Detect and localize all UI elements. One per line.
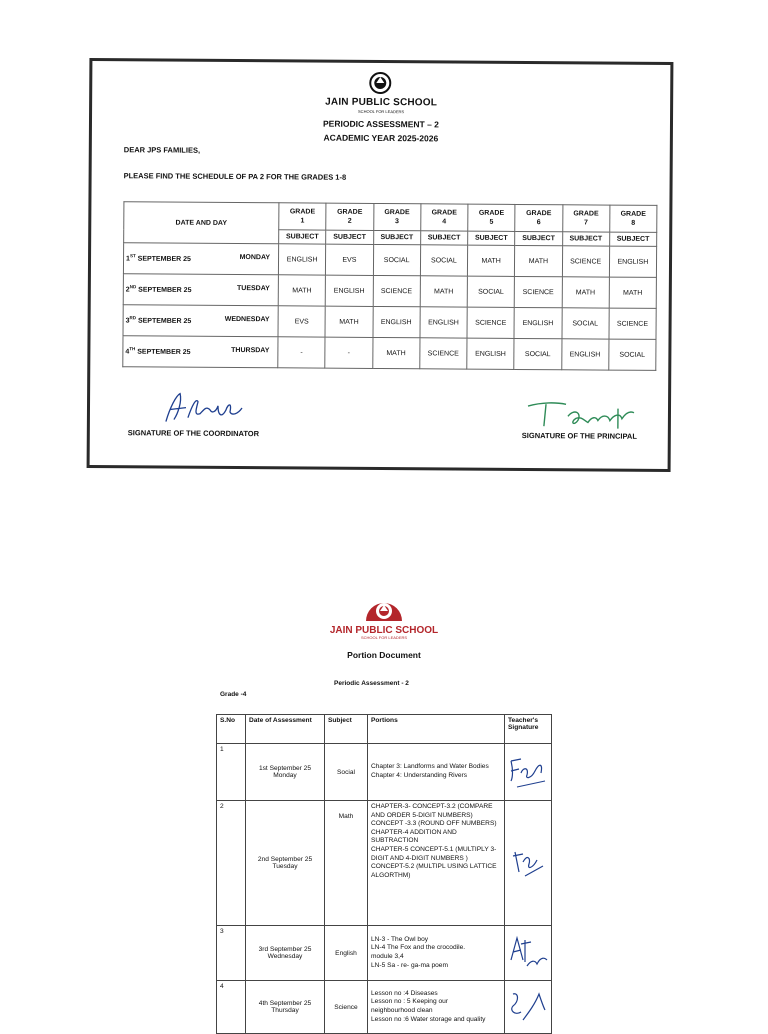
teacher-signature-cell bbox=[505, 981, 552, 1034]
teacher-signature-cell bbox=[505, 801, 552, 926]
portions-header: Portions bbox=[368, 715, 505, 744]
subject-header: SUBJECT bbox=[468, 231, 515, 245]
subject-header: SUBJECT bbox=[279, 230, 326, 244]
date-cell: 1ST SEPTEMBER 25 MONDAY bbox=[123, 243, 278, 275]
portion-table bbox=[216, 714, 552, 1034]
subject-cell: ENGLISH bbox=[278, 244, 325, 275]
subject-header: SUBJECT bbox=[562, 232, 609, 246]
subject-cell: Social bbox=[325, 744, 368, 801]
table-row bbox=[123, 274, 656, 309]
school-logo-icon bbox=[362, 593, 406, 623]
school-tagline: SCHOOL FOR LEADERS bbox=[360, 635, 408, 640]
teacher-signature-icon bbox=[505, 832, 551, 892]
grade-label: Grade -4 bbox=[220, 691, 247, 698]
subject-header: SUBJECT bbox=[420, 231, 467, 245]
subject-cell: ENGLISH bbox=[325, 275, 372, 306]
date-cell: 2nd September 25 Tuesday bbox=[246, 801, 325, 926]
subject-cell: SCIENCE bbox=[373, 275, 420, 306]
subject-header: SUBJECT bbox=[326, 230, 373, 244]
subject-cell: MATH bbox=[562, 277, 609, 308]
sno-cell: 2 bbox=[217, 801, 246, 926]
portions-cell: Chapter 3: Landforms and Water Bodies Chapter 4: Understanding Rivers bbox=[368, 744, 505, 801]
date-header: Date of Assessment bbox=[246, 715, 325, 744]
schedule-sheet bbox=[87, 58, 674, 472]
subject-cell: Science bbox=[325, 981, 368, 1034]
academic-year: ACADEMIC YEAR 2025-2026 bbox=[323, 132, 439, 144]
table-row bbox=[123, 305, 656, 340]
school-name: JAIN PUBLIC SCHOOL bbox=[325, 96, 438, 109]
subject-cell: SOCIAL bbox=[420, 245, 467, 276]
table-row bbox=[217, 744, 552, 801]
subject-cell: SCIENCE bbox=[609, 308, 656, 339]
subject-header: SUBJECT bbox=[373, 230, 420, 244]
subject-cell: SCIENCE bbox=[562, 246, 609, 277]
coordinator-signature-label: SIGNATURE OF THE COORDINATOR bbox=[127, 428, 260, 439]
header-row bbox=[217, 715, 552, 744]
teacher-signature-cell bbox=[505, 744, 552, 801]
teacher-signature-cell bbox=[505, 926, 552, 981]
subject-cell: ENGLISH bbox=[467, 338, 514, 369]
subject-header: SUBJECT bbox=[609, 232, 656, 246]
schedule-table bbox=[122, 201, 657, 371]
principal-signature-icon bbox=[522, 398, 642, 431]
subject-cell: ENGLISH bbox=[514, 307, 561, 338]
date-cell: 3RD SEPTEMBER 25 WEDNESDAY bbox=[123, 305, 278, 337]
date-cell: 2ND SEPTEMBER 25 TUESDAY bbox=[123, 274, 278, 306]
assessment-heading: PERIODIC ASSESSMENT – 2 bbox=[322, 118, 439, 130]
subject-cell: MATH bbox=[325, 306, 372, 337]
subject-cell: - bbox=[325, 337, 372, 368]
teacher-signature-icon bbox=[505, 984, 551, 1028]
school-logo-icon bbox=[366, 71, 394, 95]
date-cell: 1st September 25 Monday bbox=[246, 744, 325, 801]
sno-header: S.No bbox=[217, 715, 246, 744]
grade-header-row bbox=[124, 202, 657, 233]
portions-cell: Lesson no :4 Diseases Lesson no : 5 Keeping our neighbourhood clean Lesson no :6 Water storage and quality bbox=[368, 981, 505, 1034]
document-title: Portion Document bbox=[347, 650, 421, 660]
subject-cell: SOCIAL bbox=[609, 339, 656, 370]
subject-cell: ENGLISH bbox=[561, 339, 608, 370]
grade-header: GRADE 6 bbox=[515, 204, 562, 231]
coordinator-signature-icon bbox=[160, 387, 250, 428]
greeting: DEAR JPS FAMILIES, bbox=[123, 145, 201, 155]
subject-cell: MATH bbox=[515, 245, 562, 276]
teacher-signature-icon bbox=[505, 749, 551, 793]
subject-cell: SOCIAL bbox=[373, 244, 420, 275]
portions-cell: LN-3 - The Owl boy LN-4 The Fox and the crocodile. module 3,4 LN-5 Sa - re- ga-ma poem bbox=[368, 926, 505, 981]
subject-cell: - bbox=[278, 337, 325, 368]
subject-header: SUBJECT bbox=[515, 231, 562, 245]
teacher-signature-icon bbox=[505, 930, 551, 974]
subject-cell: MATH bbox=[467, 245, 514, 276]
subject-cell: English bbox=[325, 926, 368, 981]
subject-header: Subject bbox=[325, 715, 368, 744]
subject-cell: MATH bbox=[609, 277, 656, 308]
table-row bbox=[217, 981, 552, 1034]
principal-signature-label: SIGNATURE OF THE PRINCIPAL bbox=[521, 430, 637, 441]
grade-header: GRADE 3 bbox=[373, 203, 420, 230]
grade-header: GRADE 8 bbox=[609, 205, 656, 232]
table-row bbox=[123, 243, 656, 278]
subject-cell: SCIENCE bbox=[514, 276, 561, 307]
subject-cell: EVS bbox=[278, 306, 325, 337]
subject-cell: EVS bbox=[326, 244, 373, 275]
table-row bbox=[217, 926, 552, 981]
sno-cell: 1 bbox=[217, 744, 246, 801]
grade-header: GRADE 1 bbox=[279, 203, 326, 230]
subject-cell: ENGLISH bbox=[420, 307, 467, 338]
subject-cell: ENGLISH bbox=[609, 246, 656, 277]
school-name: JAIN PUBLIC SCHOOL bbox=[329, 625, 439, 636]
grade-header: GRADE 2 bbox=[326, 203, 373, 230]
table-row bbox=[123, 336, 656, 371]
table-row bbox=[217, 801, 552, 926]
date-cell: 4TH SEPTEMBER 25 THURSDAY bbox=[123, 336, 278, 368]
subject-cell: SOCIAL bbox=[467, 276, 514, 307]
grade-header: GRADE 4 bbox=[420, 204, 467, 231]
date-day-header: DATE AND DAY bbox=[124, 202, 279, 244]
date-cell: 3rd September 25 Wednesday bbox=[246, 926, 325, 981]
subject-cell: ENGLISH bbox=[372, 306, 419, 337]
portions-cell: CHAPTER-3- CONCEPT-3.2 (COMPARE AND ORDER 5-DIGIT NUMBERS) CONCEPT -3.3 (ROUND OFF NUMBERS) CHAPTER-4 ADDITION AND SUBTRACTION CHAPTER-5 CONCEPT-5.1 (MULTIPLY 3- DIGIT AND 4-DIGIT NUMBERS ) CONCEPT-5.2 (MULTIPL USING LATTICE ALGORTHM) bbox=[368, 801, 505, 926]
school-tagline: SCHOOL FOR LEADERS bbox=[358, 108, 405, 115]
subject-cell: SCIENCE bbox=[467, 307, 514, 338]
sno-cell: 3 bbox=[217, 926, 246, 981]
sno-cell: 4 bbox=[217, 981, 246, 1034]
subject-cell: Math bbox=[325, 801, 368, 926]
subject-cell: MATH bbox=[420, 276, 467, 307]
assessment-subtitle: Periodic Assessment - 2 bbox=[334, 680, 409, 687]
subject-cell: SCIENCE bbox=[420, 338, 467, 369]
subject-cell: MATH bbox=[278, 275, 325, 306]
subject-cell: MATH bbox=[372, 337, 419, 368]
signature-header: Teacher's Signature bbox=[505, 715, 552, 744]
grade-header: GRADE 7 bbox=[562, 205, 609, 232]
grade-header: GRADE 5 bbox=[468, 204, 515, 231]
subject-cell: SOCIAL bbox=[561, 308, 608, 339]
date-cell: 4th September 25 Thursday bbox=[246, 981, 325, 1034]
intro-text: PLEASE FIND THE SCHEDULE OF PA 2 FOR THE GRADES 1-8 bbox=[123, 171, 347, 182]
subject-cell: SOCIAL bbox=[514, 338, 561, 369]
